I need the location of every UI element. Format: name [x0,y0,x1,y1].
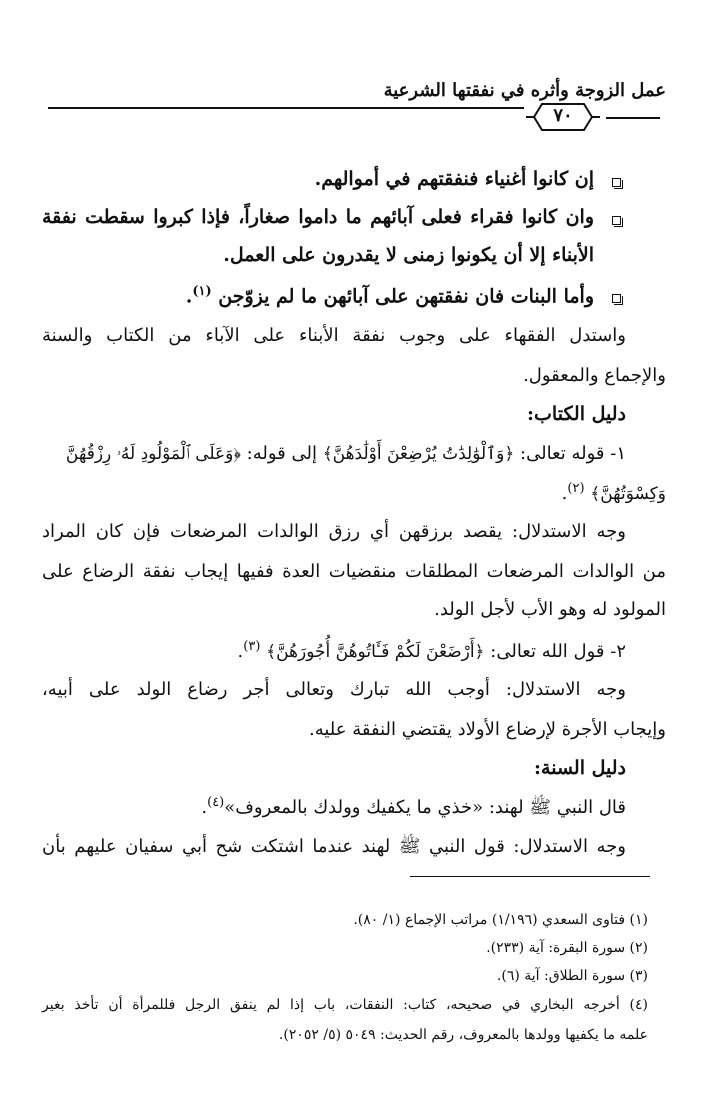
quran-citation-line: ٢- قول الله تعالى: ﴿أَرْضَعْنَ لَكُمْ فَـَٔاتُوهُنَّ أُجُورَهُنَّ﴾ $^{(٣)}$. [237,639,626,662]
citation-prefix: ١- قوله تعالى: [520,443,626,464]
bullet-item: وان كانوا فقراء فعلى آبائهم ما داموا صغاراً، فإذا كبروا سقطت نفقة [42,206,594,228]
footnote: (٤) أخرجه البخاري في صحيحه، كتاب: النفقات، باب إذا لم ينفق الرجل فللمرأة أن تأخذ بغير [42,997,648,1013]
quran-verse: ﴿وَٱلْوَٰلِدَٰتُ يُرْضِعْنَ أَوْلَٰدَهُنَّ﴾ [322,444,515,464]
hadith-line: قال النبي ﷺ لهند: «خذي ما يكفيك وولدك بالمعروف»$^{(٤)}$. [201,795,626,818]
header-rule-short [606,117,660,119]
bullet-icon [612,294,621,303]
footnote-marker: (٤) [207,795,225,810]
paragraph-line: وإيجاب الأجرة لإرضاع الأولاد يقتضي النفقة عليه. [309,719,666,740]
bullet-icon [612,216,621,225]
paragraph-line: من الوالدات المرضعات المطلقات منقضيات العدة ففيها إيجاب نفقة الرضاع على [42,561,666,582]
quran-citation-continuation: وَكِسْوَتُهُنَّ﴾ $^{(٢)}$. [561,481,666,504]
section-heading: دليل السنة: [534,757,626,779]
footnote-marker: (٣) [243,639,261,654]
page-number: ٧٠ [553,105,573,126]
bullet-text: وأما البنات فان نفقتهن على آبائهن ما لم يزوّجن [218,285,594,308]
bullet-item: إن كانوا أغنياء فنفقتهم في أموالهم. [314,168,594,190]
bullet-item-continuation: الأبناء إلا أن يكونوا زمنى لا يقدرون على العمل. [223,244,594,266]
quran-verse: ﴿أَرْضَعْنَ لَكُمْ فَـَٔاتُوهُنَّ أُجُورَهُنَّ﴾ [266,642,485,662]
page-number-frame [524,100,602,134]
quran-verse: وَكِسْوَتُهُنَّ﴾ [590,484,666,504]
footnote-marker: (١) [192,284,212,299]
footnote-marker: (٢) [567,481,585,496]
paragraph-line: وجه الاستدلال: أوجب الله تبارك وتعالى أجر رضاع الولد على أبيه، [42,679,626,700]
hadith-text: قال النبي ﷺ لهند: «خذي ما يكفيك وولدك بالمعروف» [224,797,626,818]
section-heading: دليل الكتاب: [527,403,626,425]
bullet-item: وأما البنات فان نفقتهن على آبائهن ما لم يزوّجن $^{(١)}$. [185,284,594,308]
footnote-continuation: علمه ما يكفيها وولدها بالمعروف، رقم الحديث: ٥٠٤٩ (٥/ ٢٠٥٢). [278,1027,648,1043]
paragraph-line: وجه الاستدلال: قول النبي ﷺ لهند عندما اشتكت شح أبي سفيان عليهم بأن [42,836,626,857]
footnote-separator [410,876,650,877]
bullet-icon [612,178,621,187]
paragraph-line: والإجماع والمعقول. [523,365,666,386]
quran-citation-line [42,443,626,464]
footnote: (٢) سورة البقرة: آية (٢٣٣). [486,940,648,956]
quran-verse: ﴿وَعَلَى ٱلْمَوْلُودِ لَهُۥ رِزْقُهُنَّ [65,444,241,464]
paragraph-line: المولود له وهو الأب لأجل الولد. [434,599,666,620]
header-rule [48,107,524,109]
paragraph-line: وجه الاستدلال: يقصد برزقهن أي رزق الوالدات المرضعات فإن كان المراد [42,521,626,542]
footnote: (١) فتاوى السعدي (١/١٩٦) مراتب الإجماع (١/ ٨٠). [353,912,648,928]
running-header-title: عمل الزوجة وأثره في نفقتها الشرعية [383,80,666,101]
footnote: (٣) سورة الطلاق: آية (٦). [496,968,648,984]
citation-prefix: ٢- قول الله تعالى: [490,641,626,662]
citation-connector: إلى قوله: [246,443,317,464]
paragraph-line: واستدل الفقهاء على وجوب نفقة الأبناء على الآباء من الكتاب والسنة [42,325,626,346]
